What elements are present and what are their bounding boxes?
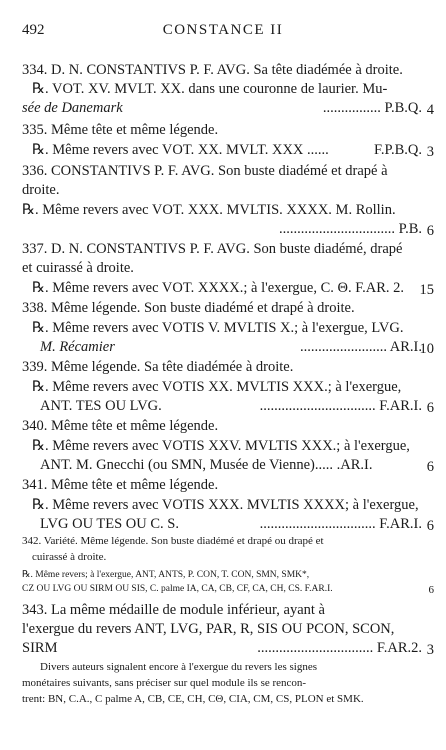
margin-count: 6: [426, 518, 434, 534]
right-aligned-text: ................ P.B.Q.: [322, 100, 422, 116]
text-line: 336. CONSTANTIVS P. F. AVG. Son buste diadémé et drapé à: [22, 163, 388, 179]
text-line: droite.: [22, 182, 60, 198]
right-aligned-text: ................................ F.AR.I.: [259, 398, 422, 414]
right-aligned-text: ................................ P.B.: [278, 221, 422, 237]
text-line: ANT. M. Gnecchi (ou SMN, Musée de Vienne)..... .AR.I.: [40, 457, 373, 473]
text-line: trent: BN, C.A., C palme A, CB, CE, CH, CΘ, CIA, CM, CS, PLON et SMK.: [22, 693, 364, 705]
text-line: CZ OU LVG OU SIRM OU SIS, C. palme IA, CA, CB, CF, CA, CH, CS. F.AR.I.: [22, 584, 333, 594]
margin-count: 6: [426, 459, 434, 475]
text-line: ℞. Même revers avec VOTIS XX. MVLTIS XXX.; à l'exergue,: [32, 379, 402, 395]
text-line: M. Récamier: [40, 339, 115, 355]
text-line: 334. D. N. CONSTANTIVS P. F. AVG. Sa tête diadémée à droite.: [22, 62, 403, 78]
margin-count: 3: [426, 144, 434, 160]
page-number: 492: [22, 22, 45, 38]
text-line: ANT. TES OU LVG.: [40, 398, 162, 414]
text-line: 339. Même légende. Sa tête diadémée à droite.: [22, 359, 294, 375]
text-line: ℞. VOT. XV. MVLT. XX. dans une couronne de laurier. Mu-: [32, 81, 388, 97]
text-line: 338. Même légende. Son buste diadémé et drapé à droite.: [22, 300, 355, 316]
margin-count: 3: [426, 642, 434, 658]
text-line: SIRM: [22, 640, 58, 656]
right-aligned-text: F.P.B.Q.: [373, 142, 422, 158]
text-line: ℞. Même revers avec VOT. XXX. MVLTIS. XXXX. M. Rollin.: [22, 202, 396, 218]
text-line: monétaires suivants, sans préciser sur quel module ils se rencon-: [22, 677, 307, 689]
text-line: 337. D. N. CONSTANTIVS P. F. AVG. Son buste diadémé, drapé: [22, 241, 403, 257]
text-line: 343. La même médaille de module inférieur, ayant à: [22, 602, 325, 618]
right-aligned-text: ................................ F.AR.I.: [259, 516, 422, 532]
text-line: sée de Danemark: [22, 100, 123, 116]
margin-count: 15: [419, 282, 434, 298]
text-line: ℞. Même revers; à l'exergue, ANT, ANTS, P. CON, T. CON, SMN, SMK*,: [22, 570, 310, 580]
text-line: 341. Même tête et même légende.: [22, 477, 219, 493]
text-line: et cuirassé à droite.: [22, 260, 134, 276]
text-line: 335. Même tête et même légende.: [22, 122, 219, 138]
page-header: [0, 22, 446, 42]
text-line: cuirassé à droite.: [32, 551, 107, 563]
margin-count: 6: [426, 223, 434, 239]
text-line: ℞. Même revers avec VOT. XXXX.; à l'exergue, C. Θ. F.AR. 2.: [32, 280, 405, 296]
right-aligned-text: ........................ AR.I.: [299, 339, 422, 355]
text-line: LVG OU TES OU C. S.: [40, 516, 179, 532]
margin-count: 6: [426, 400, 434, 416]
text-line: ℞. Même revers avec VOT. XX. MVLT. XXX ......: [32, 142, 329, 158]
text-line: 340. Même tête et même légende.: [22, 418, 219, 434]
text-line: l'exergue du revers ANT, LVG, PAR, R, SIS OU PCON, SCON,: [22, 621, 395, 637]
margin-count: 10: [419, 341, 434, 357]
right-aligned-text: ................................ F.AR.2.: [257, 640, 422, 656]
text-line: 342. Variété. Même légende. Son buste diadémé et drapé ou drapé et: [22, 535, 324, 547]
text-line: ℞. Même revers avec VOTIS V. MVLTIS X.; à l'exergue, LVG.: [32, 320, 404, 336]
margin-count: 4: [426, 102, 434, 118]
margin-count: 6: [428, 584, 434, 596]
text-line: Divers auteurs signalent encore à l'exergue du revers les signes: [40, 661, 317, 673]
text-line: ℞. Même revers avec VOTIS XXX. MVLTIS XXXX; à l'exergue,: [32, 497, 419, 513]
running-title: CONSTANCE II: [162, 22, 284, 38]
text-line: ℞. Même revers avec VOTIS XXV. MVLTIS XXX.; à l'exergue,: [32, 438, 410, 454]
